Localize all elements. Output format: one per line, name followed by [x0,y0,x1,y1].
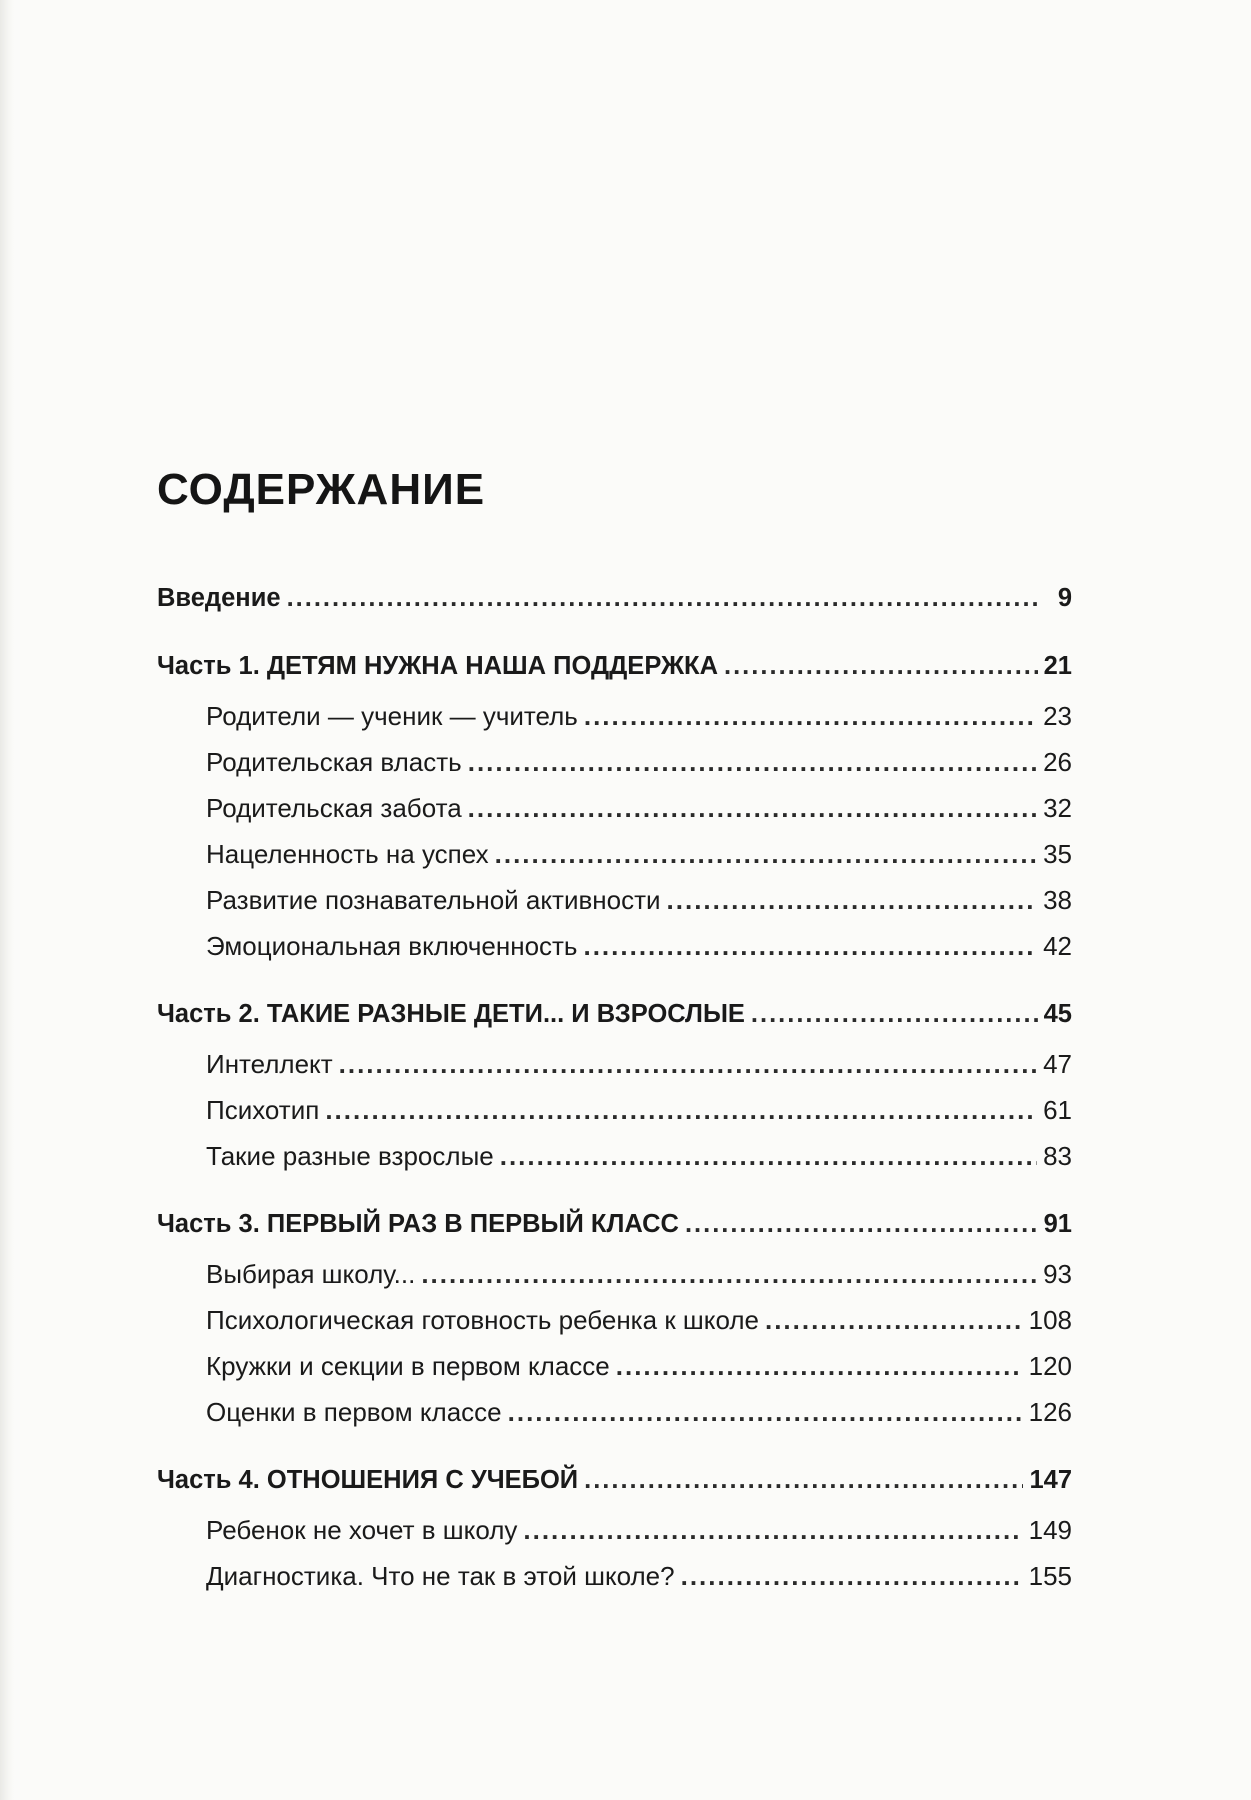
toc-section-label: Выбирая школу... [206,1259,416,1289]
dot-leader [583,923,1037,969]
toc-section-label: Кружки и секции в первом классе [206,1351,610,1381]
dot-leader [751,991,1038,1037]
toc-section-page: 149 [1028,1515,1072,1545]
toc-section-page: 23 [1043,701,1072,731]
toc-part-page: 21 [1043,652,1072,680]
dot-leader [339,1041,1037,1087]
toc-section-label: Психотип [206,1095,320,1125]
toc-part-1-sections [157,693,1072,969]
dot-leader [421,1251,1037,1297]
toc-section [157,1507,1072,1553]
toc-section-page: 26 [1043,747,1072,777]
toc-section-page: 61 [1043,1095,1072,1125]
toc-section [157,1553,1072,1599]
toc-section [157,785,1072,831]
toc-section-label: Оценки в первом классе [206,1397,502,1427]
dot-leader [724,643,1038,689]
dot-leader [468,785,1037,831]
dot-leader [667,877,1038,923]
toc-part-page: 91 [1043,1210,1072,1238]
toc-part-label: Часть 4. ОТНОШЕНИЯ С УЧЕБОЙ [157,1466,579,1494]
toc-section-label: Ребенок не хочет в школу [206,1515,518,1545]
toc-part-page: 147 [1029,1466,1072,1494]
toc-section-label: Диагностика. Что не так в этой школе? [206,1561,675,1591]
dot-leader [325,1087,1037,1133]
toc-section-label: Такие разные взрослые [206,1141,494,1171]
dot-leader [616,1343,1023,1389]
dot-leader [287,575,1038,621]
toc-section-page: 155 [1028,1561,1072,1591]
toc-section-page: 35 [1043,839,1072,869]
toc-section-label: Родительская власть [206,747,462,777]
toc-section-label: Эмоциональная включенность [206,931,578,961]
toc-section [157,1297,1072,1343]
toc-entry-page: 9 [1057,584,1072,612]
toc-part-page: 45 [1043,1000,1072,1028]
toc-entry-label: Введение [157,584,281,612]
toc-section-label: Развитие познавательной активности [206,885,661,915]
toc-section-label: Интеллект [206,1049,333,1079]
toc-section-label: Родители — ученик — учитель [206,701,578,731]
toc-part-label: Часть 3. ПЕРВЫЙ РАЗ В ПЕРВЫЙ КЛАСС [157,1210,679,1238]
toc-section [157,1087,1072,1133]
table-of-contents [157,465,1072,1599]
toc-part-label: Часть 1. ДЕТЯМ НУЖНА НАША ПОДДЕРЖКА [157,652,719,680]
dot-leader [685,1201,1038,1247]
toc-section [157,1389,1072,1435]
dot-leader [584,1457,1023,1503]
toc-section [157,693,1072,739]
toc-section [157,1343,1072,1389]
toc-section-label: Нацеленность на успех [206,839,489,869]
page-edge [0,0,14,1800]
toc-section [157,739,1072,785]
toc-part-1 [157,643,1072,689]
toc-section-page: 93 [1043,1259,1072,1289]
dot-leader [468,739,1037,785]
toc-part-4 [157,1457,1072,1503]
toc-section [157,1251,1072,1297]
toc-section-page: 126 [1028,1397,1072,1427]
toc-part-2-sections [157,1041,1072,1179]
toc-section [157,831,1072,877]
toc-section-page: 47 [1043,1049,1072,1079]
toc-section [157,1133,1072,1179]
toc-section-page: 38 [1043,885,1072,915]
toc-part-3 [157,1201,1072,1247]
dot-leader [765,1297,1023,1343]
dot-leader [500,1133,1037,1179]
dot-leader [681,1553,1023,1599]
toc-section-page: 83 [1043,1141,1072,1171]
toc-entry-intro [157,575,1072,621]
page-title: СОДЕРЖАНИЕ [157,465,486,514]
toc-part-4-sections [157,1507,1072,1599]
toc-section [157,1041,1072,1087]
dot-leader [523,1507,1022,1553]
dot-leader [584,693,1037,739]
toc-section-page: 42 [1043,931,1072,961]
toc-part-3-sections [157,1251,1072,1435]
toc-section [157,877,1072,923]
toc-part-label: Часть 2. ТАКИЕ РАЗНЫЕ ДЕТИ... И ВЗРОСЛЫЕ [157,1000,745,1028]
dot-leader [495,831,1037,877]
toc-section-page: 120 [1028,1351,1072,1381]
toc-section [157,923,1072,969]
toc-section-label: Психологическая готовность ребенка к школе [206,1305,759,1335]
toc-section-label: Родительская забота [206,793,462,823]
toc-section-page: 32 [1043,793,1072,823]
dot-leader [508,1389,1023,1435]
toc-part-2 [157,991,1072,1037]
toc-section-page: 108 [1028,1305,1072,1335]
